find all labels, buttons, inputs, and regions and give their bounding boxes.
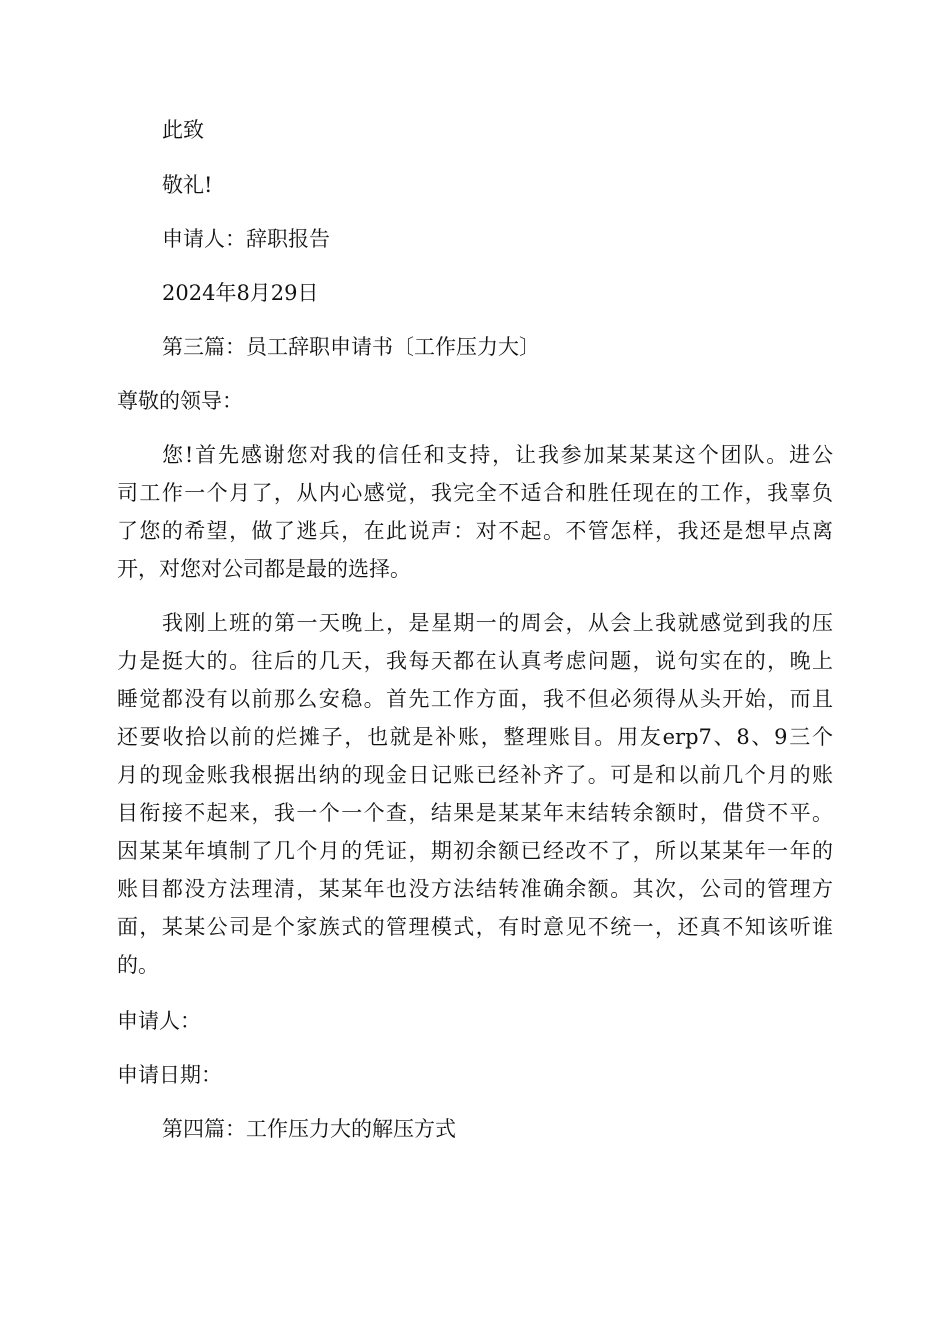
paragraph-line: 月的现金账我根据出纳的现金日记账已经补齐了。可是和以前几个月的账 bbox=[117, 763, 833, 787]
section3-title: 第三篇：员工辞职申请书〔工作压力大〕 bbox=[162, 335, 540, 359]
section4-title: 第四篇：工作压力大的解压方式 bbox=[162, 1117, 456, 1141]
paragraph-line: 您!首先感谢您对我的信任和支持，让我参加某某某这个团队。进公 bbox=[162, 443, 833, 467]
section3-salutation: 尊敬的领导： bbox=[117, 389, 243, 413]
paragraph-line: 的。 bbox=[117, 953, 159, 977]
section3-paragraph-2 bbox=[117, 604, 833, 984]
closing-jing-li: 敬礼! bbox=[162, 173, 213, 197]
paragraph-line: 因某某年填制了几个月的凭证，期初余额已经改不了，所以某某年一年的 bbox=[117, 839, 833, 863]
paragraph-line: 司工作一个月了，从内心感觉，我完全不适合和胜任现在的工作，我辜负 bbox=[117, 481, 833, 505]
paragraph-line: 开，对您对公司都是最的选择。 bbox=[117, 557, 411, 581]
paragraph-line: 睡觉都没有以前那么安稳。首先工作方面，我不但必须得从头开始，而且 bbox=[117, 687, 833, 711]
paragraph-line: 我刚上班的第一天晚上，是星期一的周会，从会上我就感觉到我的压 bbox=[162, 611, 833, 635]
paragraph-line: 了您的希望，做了逃兵，在此说声：对不起。不管怎样，我还是想早点离 bbox=[117, 519, 833, 543]
paragraph-line: 目衔接不起来，我一个一个查，结果是某某年末结转余额时，借贷不平。 bbox=[117, 801, 833, 825]
section3-date-label: 申请日期： bbox=[117, 1063, 222, 1087]
section3-applicant-label: 申请人： bbox=[117, 1009, 201, 1033]
section3-paragraph-1 bbox=[117, 436, 833, 588]
paragraph-line: 还要收拾以前的烂摊子，也就是补账，整理账目。用友erp7、8、9三个 bbox=[117, 725, 833, 749]
closing-date: 2024年8月29日 bbox=[162, 281, 319, 305]
paragraph-line: 账目都没方法理清，某某年也没方法结转准确余额。其次，公司的管理方 bbox=[117, 877, 833, 901]
paragraph-line: 力是挺大的。往后的几天，我每天都在认真考虑问题，说句实在的，晚上 bbox=[117, 649, 833, 673]
closing-applicant: 申请人：辞职报告 bbox=[162, 227, 330, 251]
closing-ci-zhi: 此致 bbox=[162, 118, 204, 142]
paragraph-line: 面，某某公司是个家族式的管理模式，有时意见不统一，还真不知该听谁 bbox=[117, 915, 833, 939]
